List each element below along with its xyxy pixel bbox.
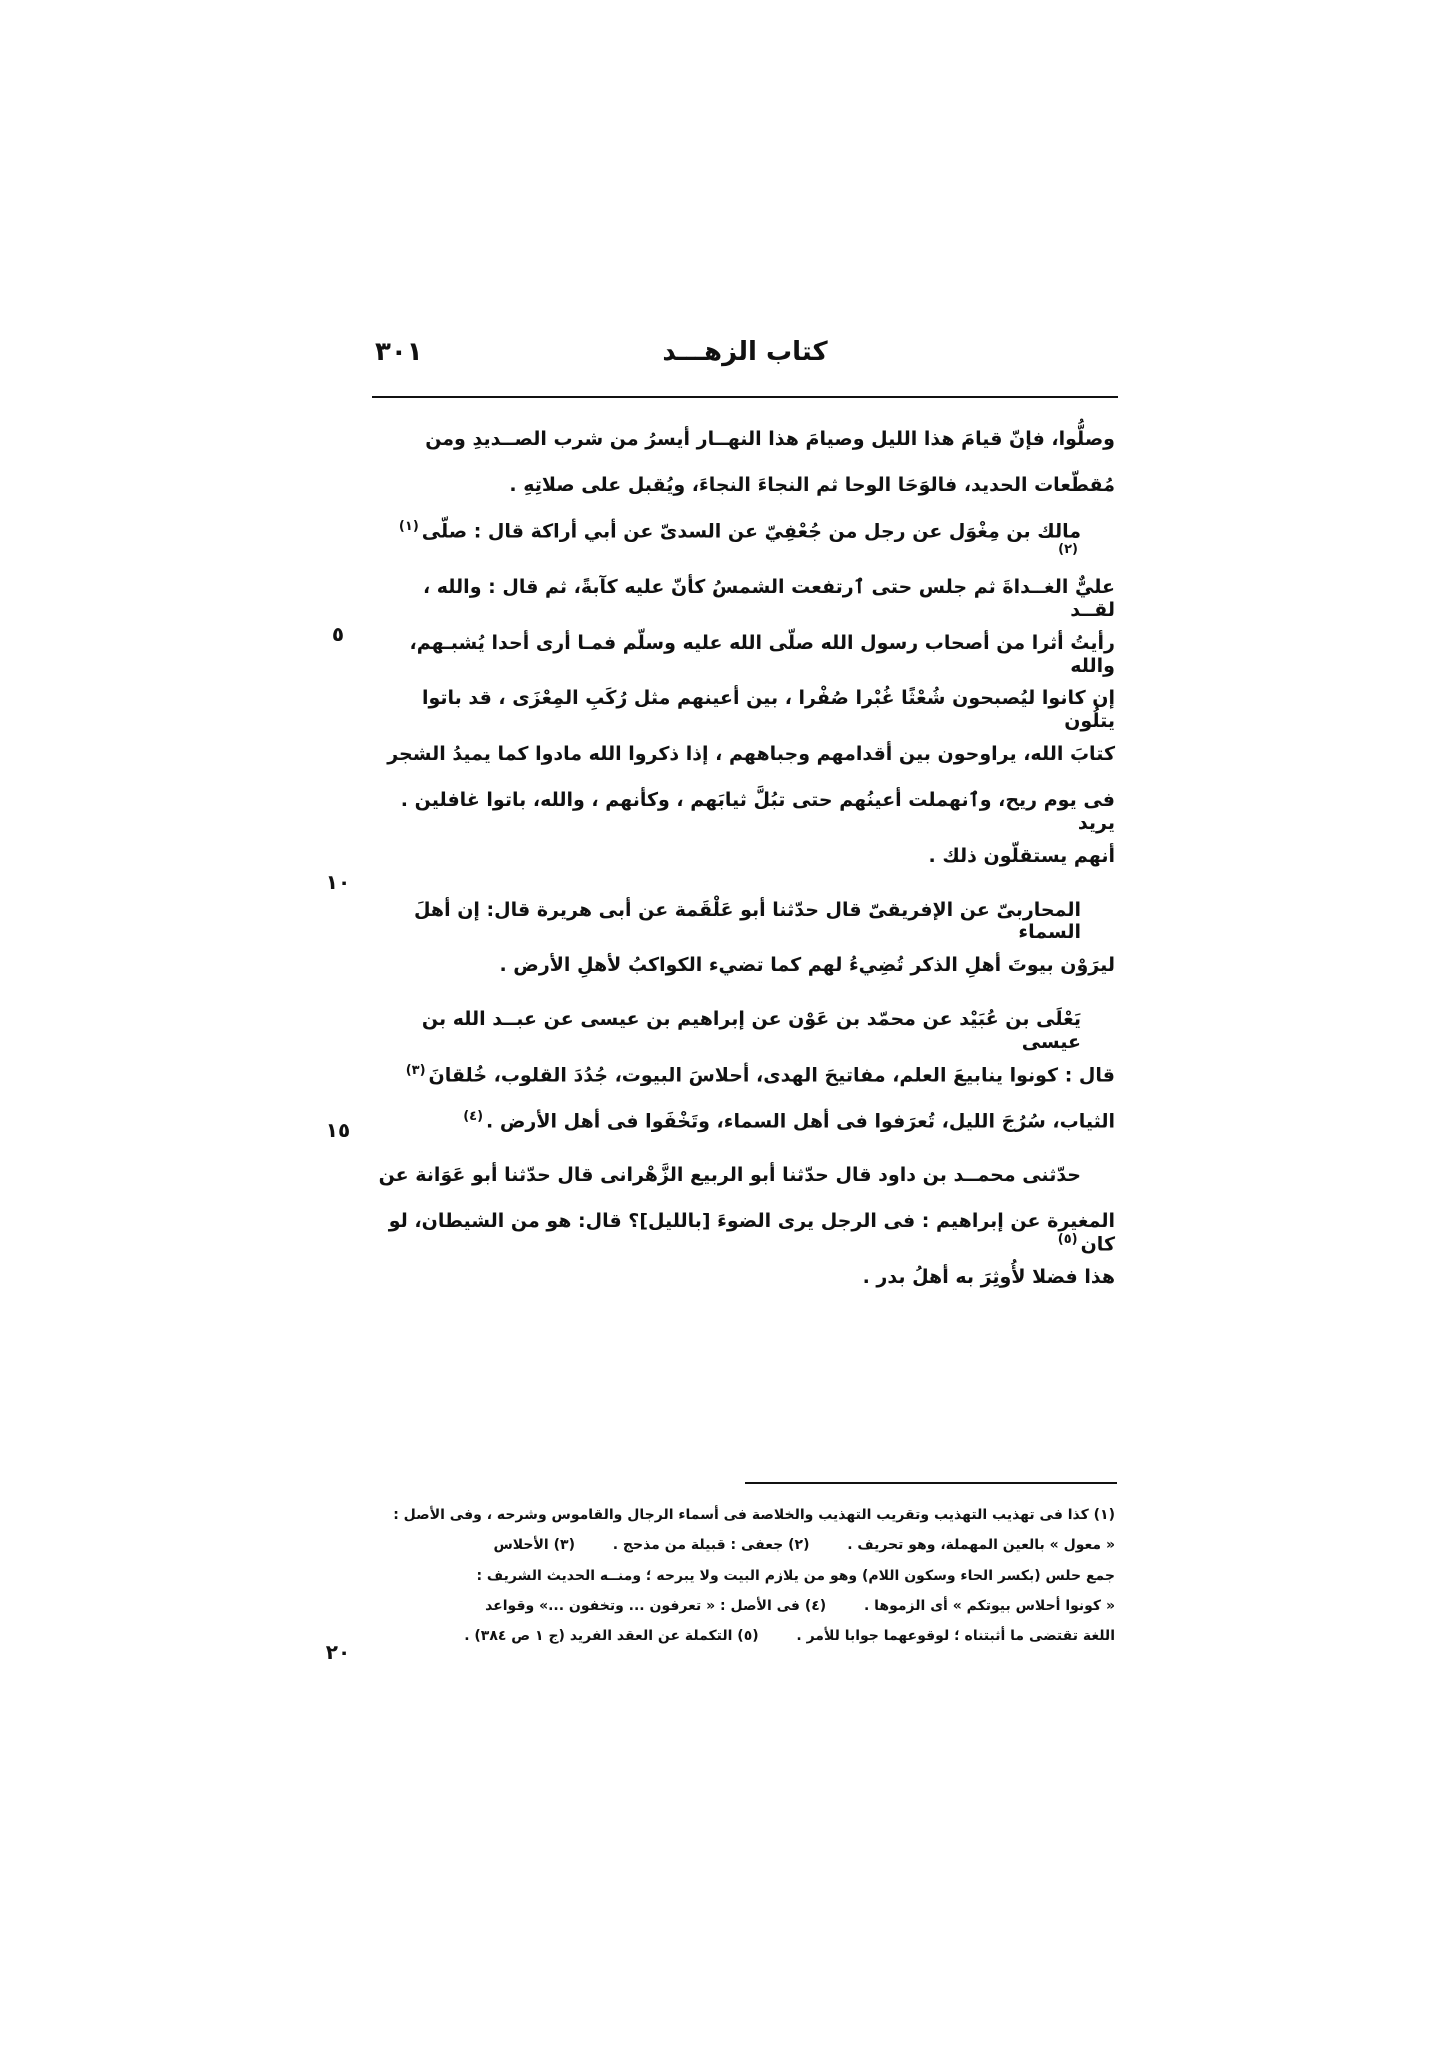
text-line: مالك بن مِغْوَل عن رجل من جُعْفِيّ عن السدىّ عن أبي أراكة قال : صلّى [421,520,1081,543]
text-line-with-notes [375,1054,1115,1100]
text-line-with-notes [375,510,1115,566]
line-number-10: ١٠ [325,870,351,894]
footnote-line [375,1591,1115,1621]
footnote-4-cont: اللغة تقتضى ما أثبتناه ؛ لوقوعهما جوابا للأمر . [796,1628,1115,1645]
text-line: ليرَوْن بيوتَ أهلِ الذكر تُضِيءُ لهم كما تضيء الكواكبُ لأهلِ الأرض . [499,954,1115,977]
text-line: أنهم يستقلّون ذلك . [928,844,1115,867]
footnotes [375,1500,1115,1651]
footnote-marker-3: (٣) [405,1062,426,1078]
text-line: الثياب، سُرُجَ الليل، تُعرَفوا فى أهل السماء، وتَخْفَوا فى أهل الأرض . [486,1110,1115,1133]
footnote-marker-5: (٥) [1057,1231,1078,1247]
footnote-line: جمع حلس (بكسر الحاء وسكون اللام) وهو من يلازم البيت ولا يبرحه ؛ ومنــه الحديث الشريف : [476,1567,1115,1584]
footnote-3-cont: « كونوا أحلاس بيوتكم » أى الزموها . [863,1597,1115,1614]
text-line: المحاربىّ عن الإفريقىّ قال حدّثنا أبو عَلْقَمة عن أبى هريرة قال: إن أهلَ السماء [413,898,1081,944]
line-number-5: ٥ [331,622,345,646]
text-line: رأيتُ أثرا من أصحاب رسول الله صلّى الله عليه وسلّم فمـا أرى أحدا يُشبـهم، والله [409,631,1115,677]
text-line: المغيرة عن إبراهيم : فى الرجل يرى الضوءَ [بالليل]؟ قال: هو من الشيطان، لو كان [388,1209,1115,1255]
chapter-title: كتاب الزهـــد [662,337,828,367]
text-line-with-notes [375,1100,1115,1146]
footnote-line [375,1621,1115,1651]
footnote-marker-2: (٢) [1058,542,1078,558]
text-line: حدّثنى محمــد بن داود قال حدّثنا أبو الربيع الزَّهْرانى قال حدّثنا أبو عَوَانة عن [378,1163,1081,1186]
running-header [375,330,1115,380]
footnote-3-start: (٣) الأحلاس [493,1537,575,1554]
page-number: ٣٠١ [375,337,423,367]
text-line: عليٌّ الغــداةَ ثم جلس حتى ٱرتفعت الشمسُ كأنّ عليه كآبةً، ثم قال : والله ، لقــد [422,576,1115,622]
text-line-with-notes [375,1200,1115,1256]
text-line: كتابَ الله، يراوحون بين أقدامهم وجباههم ، إذا ذكروا الله مادوا كما يميدُ الشجر [387,743,1115,766]
line-number-15: ١٥ [325,1118,351,1142]
footnote-4: (٤) فى الأصل : « تعرفون ... وتخفون ...» وقواعد [485,1597,827,1614]
footnote-marker-4: (٤) [463,1108,484,1124]
text-line: يَعْلَى بن عُبَيْد عن محمّد بن عَوْن عن إبراهيم بن عيسى عن عبــد الله بن عيسى [421,1008,1081,1054]
text-line: قال : كونوا ينابيعَ العلم، مفاتيحَ الهدى، أحلاسَ البيوت، جُدُدَ القلوب، خُلقانَ [428,1064,1115,1087]
text-line: هذا فضلا لأُوثِرَ به أهلُ بدر . [862,1265,1115,1288]
footnote-1-cont: « معول » بالعين المهملة، وهو تحريف . [847,1537,1115,1554]
footnote-marker-1: (١) [398,519,419,534]
main-text [375,418,1115,1302]
text-line: مُقطّعات الحديد، فالوَحَا الوحا ثم النجاءَ النجاءَ، ويُقبل على صلاتِهِ . [509,474,1115,496]
text-line: إن كانوا ليُصبحون شُعْثًا غُبْرا صُفْرا ، بين أعينهم مثل رُكَبِ المِعْزَى ، قد باتوا يتلُون [421,687,1115,733]
footnote-rule [745,1482,1117,1484]
line-number-20: ٢٠ [325,1640,351,1664]
text-line: فى يوم ريح، وٱنهملت أعينُهم حتى تبُلَّ ثيابَهم ، وكأنهم ، والله، باتوا غافلين . يريد [400,789,1115,834]
footnote-2: (٢) جعفى : قبيلة من مذحج . [612,1537,810,1554]
text-line: وصلُّوا، فإنّ قيامَ هذا الليل وصيامَ هذا النهــار أيسرُ من شرب الصــديدِ ومن [425,428,1115,450]
footnote-5: (٥) التكملة عن العقد الفريد (ج ١ ص ٣٨٤) . [464,1628,759,1645]
footnote-line [375,1530,1115,1560]
header-rule [372,396,1118,398]
footnote-line: (١) كذا فى تهذيب التهذيب وتقريب التهذيب والخلاصة فى أسماء الرجال والقاموس وشرحه ، وفى الأصل : [393,1507,1115,1523]
